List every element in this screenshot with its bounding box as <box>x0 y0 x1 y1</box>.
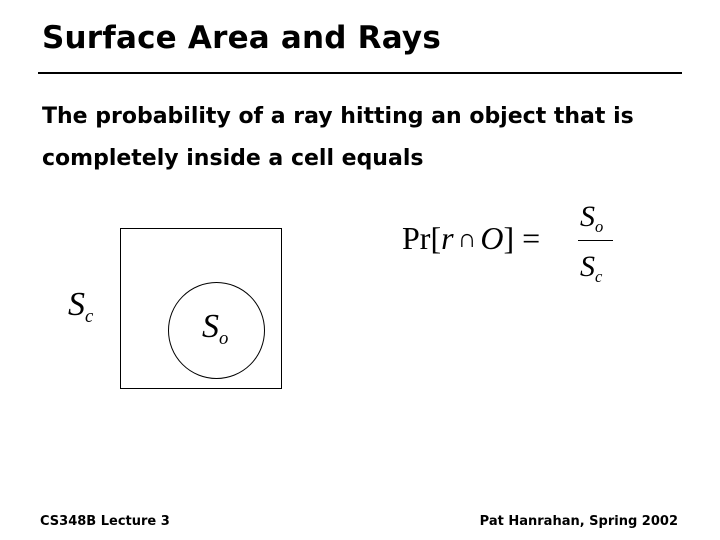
cell-surface-subscript: c <box>85 305 94 327</box>
object-surface-symbol: S <box>202 308 219 345</box>
footer-author: Pat Hanrahan, Spring 2002 <box>479 514 678 529</box>
footer-course: CS348B Lecture 3 <box>40 514 170 529</box>
numerator-subscript: o <box>595 216 604 236</box>
slide-body-text: The probability of a ray hitting an object that is completely inside a cell equals <box>42 104 634 171</box>
formula-pr: Pr[ <box>402 220 442 256</box>
formula-lhs <box>402 222 540 254</box>
formula-ray: r <box>441 220 454 256</box>
title-divider <box>38 72 682 74</box>
cell-surface-label <box>68 286 94 327</box>
formula-denominator <box>580 250 603 286</box>
object-surface-label <box>202 308 229 349</box>
numerator-symbol: S <box>580 200 595 233</box>
denominator-subscript: c <box>595 266 603 286</box>
formula-close-eq: ] = <box>503 220 541 256</box>
formula-object: O <box>480 220 504 256</box>
object-surface-subscript: o <box>219 327 229 349</box>
cell-surface-symbol: S <box>68 286 85 323</box>
intersection-symbol: ∩ <box>457 224 477 253</box>
denominator-symbol: S <box>580 250 595 283</box>
formula-numerator <box>580 200 604 236</box>
fraction-bar <box>578 240 613 241</box>
slide-title: Surface Area and Rays <box>42 20 441 56</box>
